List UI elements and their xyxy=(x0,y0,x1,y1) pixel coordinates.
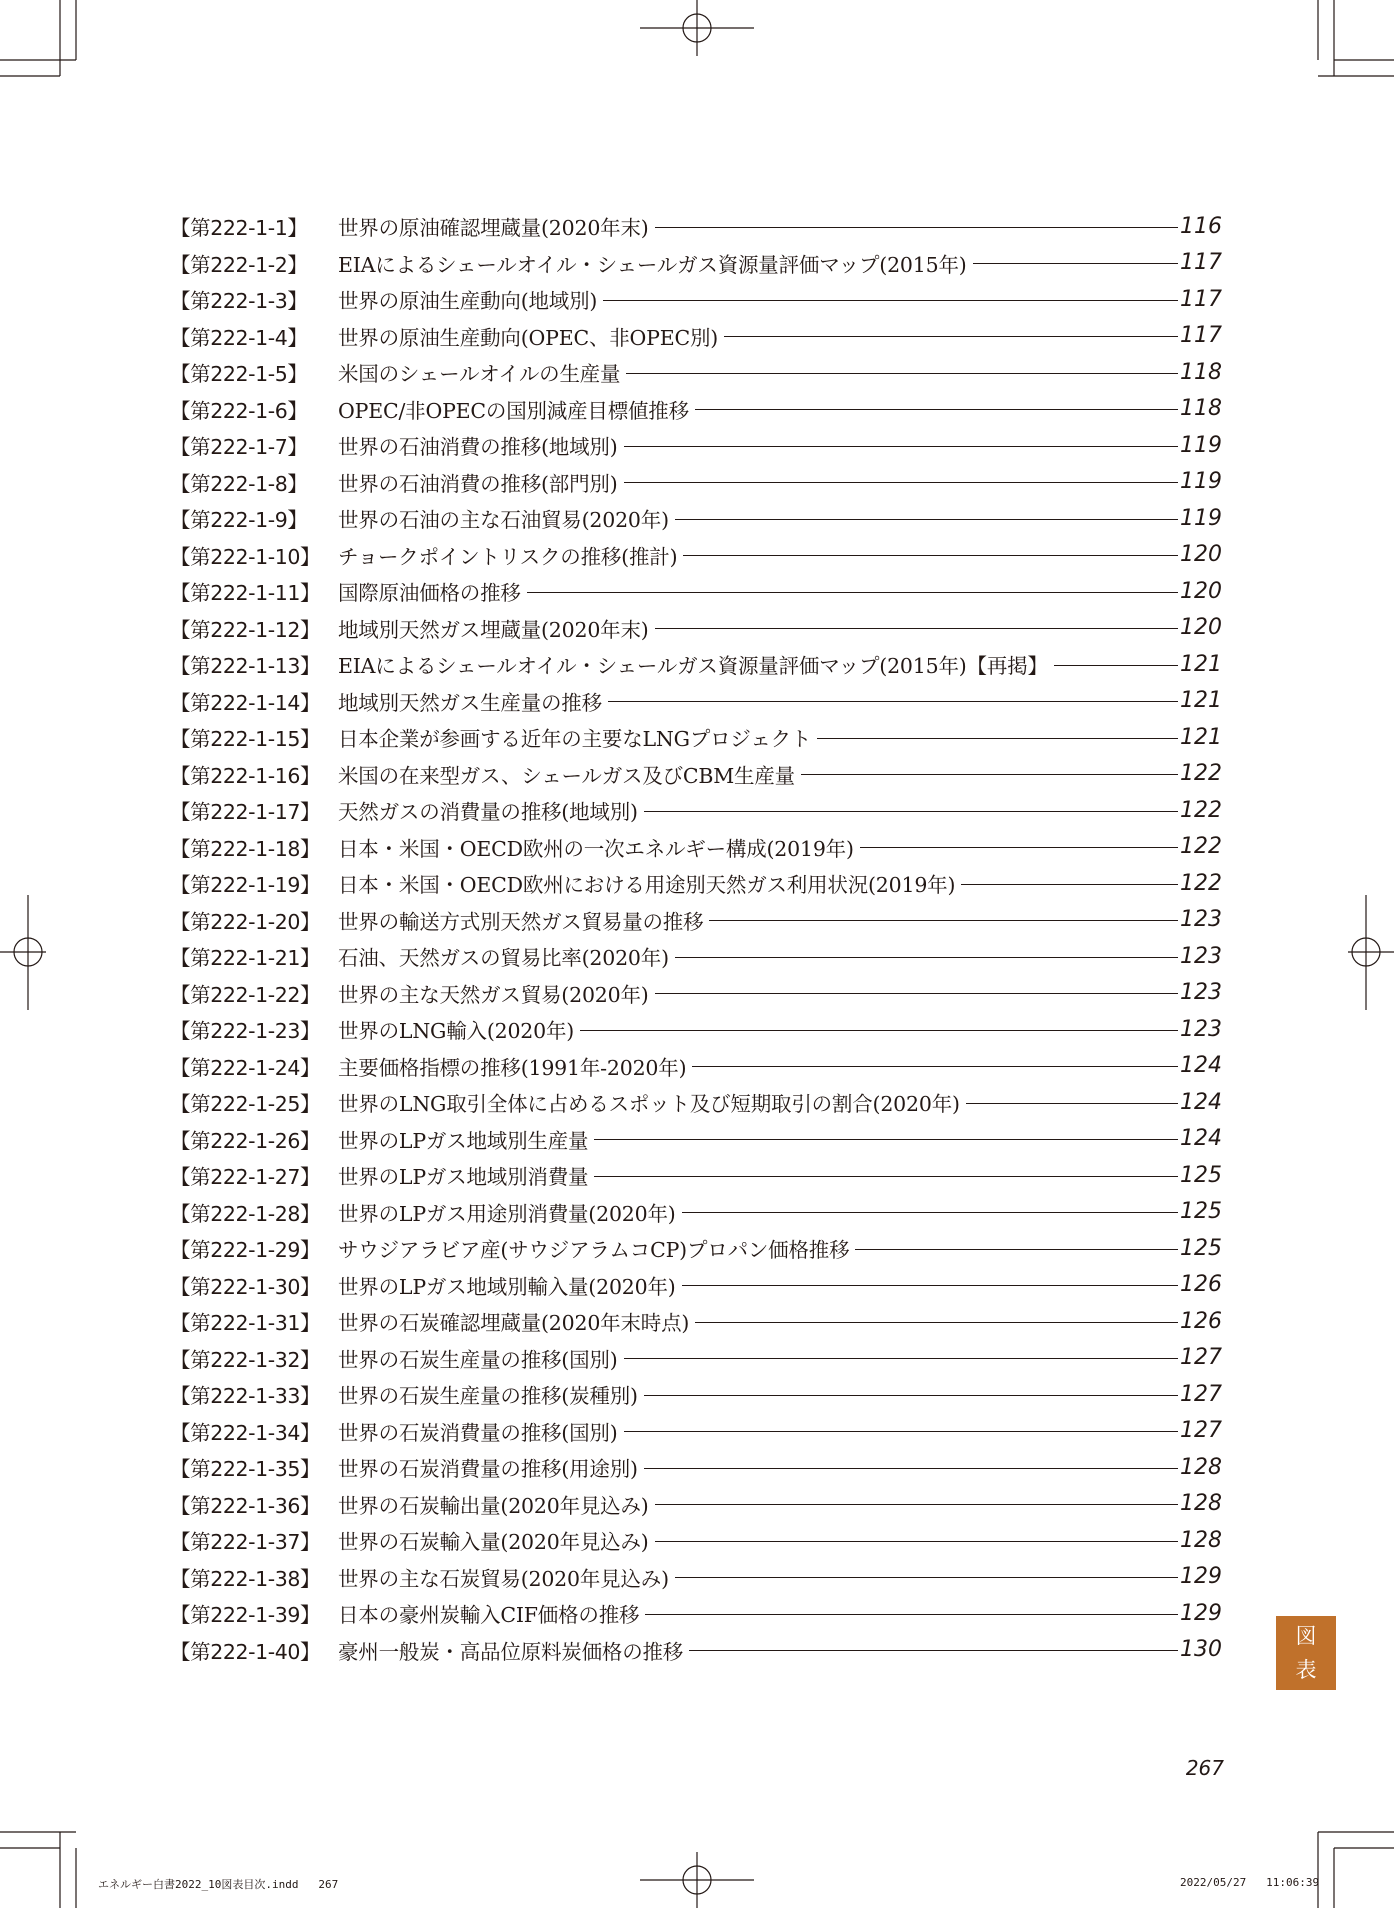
figure-title: 地域別天然ガス生産量の推移 xyxy=(338,690,602,715)
toc-entry xyxy=(170,208,1222,244)
leader-line xyxy=(973,263,1178,264)
figure-page-number: 124 xyxy=(1180,1089,1222,1115)
toc-entry xyxy=(170,1230,1222,1266)
figure-page-number: 121 xyxy=(1180,688,1222,713)
leader-line xyxy=(624,482,1179,483)
figure-title: 世界の輸送方式別天然ガス貿易量の推移 xyxy=(338,909,704,934)
leader-line xyxy=(624,1358,1179,1359)
leader-line xyxy=(855,1249,1178,1250)
leader-line xyxy=(682,1212,1178,1213)
figure-number: 【第222-1-14】 xyxy=(170,690,321,715)
figure-title: 国際原油価格の推移 xyxy=(338,581,521,605)
leader-line xyxy=(709,920,1178,921)
toc-entry xyxy=(170,1194,1222,1230)
toc-entry xyxy=(170,537,1222,573)
figure-title: 世界の石炭確認埋蔵量(2020年末時点) xyxy=(338,1311,690,1335)
toc-entry xyxy=(170,427,1222,463)
figure-number: 【第222-1-35】 xyxy=(170,1457,321,1481)
figure-page-number: 125 xyxy=(1180,1235,1222,1261)
figure-number: 【第222-1-3】 xyxy=(170,289,308,313)
figure-title: 豪州一般炭・高品位原料炭価格の推移 xyxy=(338,1639,684,1664)
figure-number: 【第222-1-15】 xyxy=(170,727,321,751)
toc-entry xyxy=(170,683,1222,719)
toc-entry xyxy=(170,646,1222,682)
toc-entry xyxy=(170,1376,1222,1412)
leader-line xyxy=(860,847,1178,848)
leader-line xyxy=(683,555,1178,556)
figure-number: 【第222-1-28】 xyxy=(170,1201,321,1226)
leader-line xyxy=(645,1614,1178,1615)
toc-entry xyxy=(170,902,1222,938)
figure-number: 【第222-1-20】 xyxy=(170,909,321,934)
figure-page-number: 127 xyxy=(1180,1345,1222,1370)
figure-page-number: 119 xyxy=(1180,469,1222,494)
figure-number: 【第222-1-5】 xyxy=(170,362,308,386)
toc-entry xyxy=(170,281,1222,317)
figure-page-number: 117 xyxy=(1180,250,1222,275)
leader-line xyxy=(724,336,1178,337)
leader-line xyxy=(695,409,1178,410)
toc-entry xyxy=(170,318,1222,354)
figure-number: 【第222-1-30】 xyxy=(170,1274,321,1299)
figure-title: 世界の石油消費の推移(地域別) xyxy=(338,435,618,459)
figure-title: 石油、天然ガスの貿易比率(2020年) xyxy=(338,946,669,970)
leader-line xyxy=(675,1577,1178,1578)
leader-line xyxy=(655,628,1178,629)
figure-title: 世界の原油生産動向(地域別) xyxy=(338,289,598,313)
leader-line xyxy=(624,446,1179,447)
figure-page-number: 128 xyxy=(1180,1454,1222,1480)
figure-title: 日本の豪州炭輸入CIF価格の推移 xyxy=(338,1603,640,1627)
toc-entry xyxy=(170,756,1222,792)
figure-number: 【第222-1-24】 xyxy=(170,1055,321,1080)
figure-page-number: 123 xyxy=(1180,1016,1222,1042)
leader-line xyxy=(644,811,1178,812)
figure-number: 【第222-1-6】 xyxy=(170,398,308,423)
toc-entry xyxy=(170,975,1222,1011)
figure-title: 米国の在来型ガス、シェールガス及びCBM生産量 xyxy=(338,763,795,788)
figure-title: 世界のLPガス地域別輸入量(2020年) xyxy=(338,1274,676,1299)
leader-line xyxy=(801,774,1178,775)
figure-number: 【第222-1-31】 xyxy=(170,1311,321,1335)
figure-title: EIAによるシェールオイル・シェールガス資源量評価マップ(2015年) xyxy=(338,252,967,277)
figure-title: 日本企業が参画する近年の主要なLNGプロジェクト xyxy=(338,727,812,751)
figure-page-number: 126 xyxy=(1180,1308,1222,1334)
figure-number: 【第222-1-8】 xyxy=(170,471,308,496)
figure-number: 【第222-1-23】 xyxy=(170,1019,321,1043)
toc-entry xyxy=(170,1486,1222,1522)
leader-line xyxy=(594,1139,1178,1140)
figure-number: 【第222-1-9】 xyxy=(170,508,308,532)
leader-line xyxy=(966,1103,1178,1104)
leader-line xyxy=(655,993,1178,994)
figure-title: 世界のLPガス用途別消費量(2020年) xyxy=(338,1201,676,1226)
figure-page-number: 120 xyxy=(1180,542,1222,567)
leader-line xyxy=(624,1431,1179,1432)
toc-entry xyxy=(170,1340,1222,1376)
toc-entry xyxy=(170,1559,1222,1595)
figure-title: 世界の原油確認埋蔵量(2020年末) xyxy=(338,216,649,240)
figure-title: 世界の石炭輸出量(2020年見込み) xyxy=(338,1493,649,1518)
toc-entry xyxy=(170,1157,1222,1193)
toc-entry xyxy=(170,1084,1222,1120)
toc-entry xyxy=(170,354,1222,390)
figure-title: 世界のLNG取引全体に占めるスポット及び短期取引の割合(2020年) xyxy=(338,1092,960,1116)
leader-line xyxy=(675,519,1178,520)
figure-title: 世界の石油の主な石油貿易(2020年) xyxy=(338,508,669,532)
leader-line xyxy=(626,373,1178,374)
figure-page-number: 127 xyxy=(1180,1381,1222,1407)
figure-number: 【第222-1-39】 xyxy=(170,1603,321,1627)
figure-title: EIAによるシェールオイル・シェールガス資源量評価マップ(2015年)【再掲】 xyxy=(338,654,1048,678)
figure-title: 世界の主な石炭貿易(2020年見込み) xyxy=(338,1566,669,1591)
figure-page-number: 125 xyxy=(1180,1199,1222,1224)
figure-page-number: 121 xyxy=(1180,724,1222,750)
figure-title: 世界の石炭生産量の推移(炭種別) xyxy=(338,1384,638,1408)
toc-entry xyxy=(170,1267,1222,1303)
figure-title: 世界のLPガス地域別生産量 xyxy=(338,1128,589,1153)
figure-title: 世界の石油消費の推移(部門別) xyxy=(338,471,618,496)
figure-page-number: 124 xyxy=(1180,1126,1222,1151)
figure-page-number: 120 xyxy=(1180,615,1222,640)
figure-title: OPEC/非OPECの国別減産目標値推移 xyxy=(338,398,689,423)
figure-page-number: 122 xyxy=(1180,870,1222,896)
figure-title: 世界の石炭消費量の推移(国別) xyxy=(338,1420,618,1445)
figure-page-number: 118 xyxy=(1180,396,1222,421)
figure-number: 【第222-1-27】 xyxy=(170,1165,321,1189)
figure-page-number: 117 xyxy=(1180,286,1222,312)
figure-page-number: 122 xyxy=(1180,834,1222,859)
figure-page-number: 122 xyxy=(1180,797,1222,823)
figure-number: 【第222-1-34】 xyxy=(170,1420,321,1445)
figure-page-number: 123 xyxy=(1180,943,1222,969)
toc-entry xyxy=(170,1522,1222,1558)
figure-number: 【第222-1-2】 xyxy=(170,252,308,277)
figure-number: 【第222-1-16】 xyxy=(170,763,321,788)
figure-page-number: 120 xyxy=(1180,578,1222,604)
figure-number: 【第222-1-29】 xyxy=(170,1238,321,1262)
figure-page-number: 130 xyxy=(1180,1637,1222,1662)
slug-file-info: エネルギー白書2022_10図表目次.indd 267 xyxy=(98,1878,339,1891)
leader-line xyxy=(692,1066,1178,1067)
leader-line xyxy=(689,1650,1178,1651)
figure-title: 世界の石炭輸入量(2020年見込み) xyxy=(338,1530,649,1554)
figure-page-number: 123 xyxy=(1180,907,1222,932)
leader-line xyxy=(644,1468,1178,1469)
figure-page-number: 126 xyxy=(1180,1272,1222,1297)
figure-page-number: 125 xyxy=(1180,1162,1222,1188)
toc-entry xyxy=(170,391,1222,427)
leader-line xyxy=(682,1285,1178,1286)
leader-line xyxy=(608,701,1178,702)
figure-number: 【第222-1-17】 xyxy=(170,800,321,824)
toc-entry xyxy=(170,719,1222,755)
leader-line xyxy=(695,1322,1178,1323)
figure-number: 【第222-1-1】 xyxy=(170,216,308,240)
leader-line xyxy=(655,227,1178,228)
figure-number: 【第222-1-18】 xyxy=(170,836,321,861)
figure-title: 世界の原油生産動向(OPEC、非OPEC別) xyxy=(338,325,719,350)
section-tab xyxy=(1276,1616,1336,1690)
figure-page-number: 129 xyxy=(1180,1600,1222,1626)
toc-entry xyxy=(170,464,1222,500)
leader-line xyxy=(527,592,1178,593)
leader-line xyxy=(675,957,1178,958)
toc-entry xyxy=(170,1595,1222,1631)
leader-line xyxy=(655,1504,1178,1505)
figure-number: 【第222-1-21】 xyxy=(170,946,321,970)
leader-line xyxy=(655,1541,1178,1542)
figure-number: 【第222-1-12】 xyxy=(170,617,321,642)
figure-title: 世界の石炭生産量の推移(国別) xyxy=(338,1347,618,1372)
figure-page-number: 117 xyxy=(1180,323,1222,348)
leader-line xyxy=(1054,665,1178,666)
toc-entry xyxy=(170,1449,1222,1485)
toc-entry xyxy=(170,1632,1222,1668)
toc-entry xyxy=(170,792,1222,828)
figure-number: 【第222-1-38】 xyxy=(170,1566,321,1591)
figure-page-number: 124 xyxy=(1180,1053,1222,1078)
toc-entry xyxy=(170,573,1222,609)
figure-title: 天然ガスの消費量の推移(地域別) xyxy=(338,800,638,824)
toc-entry xyxy=(170,1048,1222,1084)
toc-entry xyxy=(170,1303,1222,1339)
figure-number: 【第222-1-36】 xyxy=(170,1493,321,1518)
figure-number: 【第222-1-4】 xyxy=(170,325,308,350)
figure-number: 【第222-1-10】 xyxy=(170,544,321,569)
slug-datetime: 2022/05/27 11:06:39 xyxy=(1180,1876,1320,1889)
figure-page-number: 116 xyxy=(1180,213,1222,239)
toc-entry xyxy=(170,865,1222,901)
figure-page-number: 128 xyxy=(1180,1491,1222,1516)
figure-title: 米国のシェールオイルの生産量 xyxy=(338,362,621,386)
leader-line xyxy=(644,1395,1178,1396)
figure-page-number: 128 xyxy=(1180,1527,1222,1553)
figure-number: 【第222-1-13】 xyxy=(170,654,321,678)
figure-title: サウジアラビア産(サウジアラムコCP)プロパン価格推移 xyxy=(338,1238,850,1262)
toc-entry xyxy=(170,245,1222,281)
figure-number: 【第222-1-19】 xyxy=(170,873,321,897)
toc-entry xyxy=(170,1413,1222,1449)
toc-entry xyxy=(170,500,1222,536)
figure-number: 【第222-1-7】 xyxy=(170,435,308,459)
figure-title: 地域別天然ガス埋蔵量(2020年末) xyxy=(338,617,649,642)
figure-number: 【第222-1-32】 xyxy=(170,1347,321,1372)
toc-entry xyxy=(170,829,1222,865)
toc-entry xyxy=(170,1121,1222,1157)
toc-entry xyxy=(170,610,1222,646)
section-tab-char-1: 図 xyxy=(1295,1624,1317,1648)
figure-page-number: 127 xyxy=(1180,1418,1222,1443)
leader-line xyxy=(961,884,1178,885)
toc-entry xyxy=(170,1011,1222,1047)
figure-number: 【第222-1-33】 xyxy=(170,1384,321,1408)
leader-line xyxy=(594,1176,1178,1177)
figure-number: 【第222-1-37】 xyxy=(170,1530,321,1554)
figure-title: 日本・米国・OECD欧州における用途別天然ガス利用状況(2019年) xyxy=(338,873,956,897)
figure-title: 世界のLNG輸入(2020年) xyxy=(338,1019,575,1043)
figure-title: 世界の主な天然ガス貿易(2020年) xyxy=(338,982,649,1007)
leader-line xyxy=(603,300,1178,301)
figure-page-number: 121 xyxy=(1180,651,1222,677)
figure-title: 世界の石炭消費量の推移(用途別) xyxy=(338,1457,638,1481)
figure-page-number: 119 xyxy=(1180,432,1222,458)
leader-line xyxy=(817,738,1178,739)
section-tab-char-2: 表 xyxy=(1295,1658,1317,1682)
figure-page-number: 129 xyxy=(1180,1564,1222,1589)
figure-title: 日本・米国・OECD欧州の一次エネルギー構成(2019年) xyxy=(338,836,854,861)
figure-page-number: 122 xyxy=(1180,761,1222,786)
figure-number: 【第222-1-26】 xyxy=(170,1128,321,1153)
figure-page-number: 123 xyxy=(1180,980,1222,1005)
figure-page-number: 119 xyxy=(1180,505,1222,531)
toc-entry xyxy=(170,938,1222,974)
figure-number: 【第222-1-25】 xyxy=(170,1092,321,1116)
figure-number: 【第222-1-11】 xyxy=(170,581,321,605)
figure-number: 【第222-1-40】 xyxy=(170,1639,321,1664)
page-number: 267 xyxy=(1185,1756,1224,1780)
leader-line xyxy=(580,1030,1178,1031)
figure-title: チョークポイントリスクの推移(推計) xyxy=(338,544,678,569)
figure-number: 【第222-1-22】 xyxy=(170,982,321,1007)
figure-title: 主要価格指標の推移(1991年-2020年) xyxy=(338,1055,687,1080)
figure-title: 世界のLPガス地域別消費量 xyxy=(338,1165,589,1189)
figure-page-number: 118 xyxy=(1180,359,1222,385)
